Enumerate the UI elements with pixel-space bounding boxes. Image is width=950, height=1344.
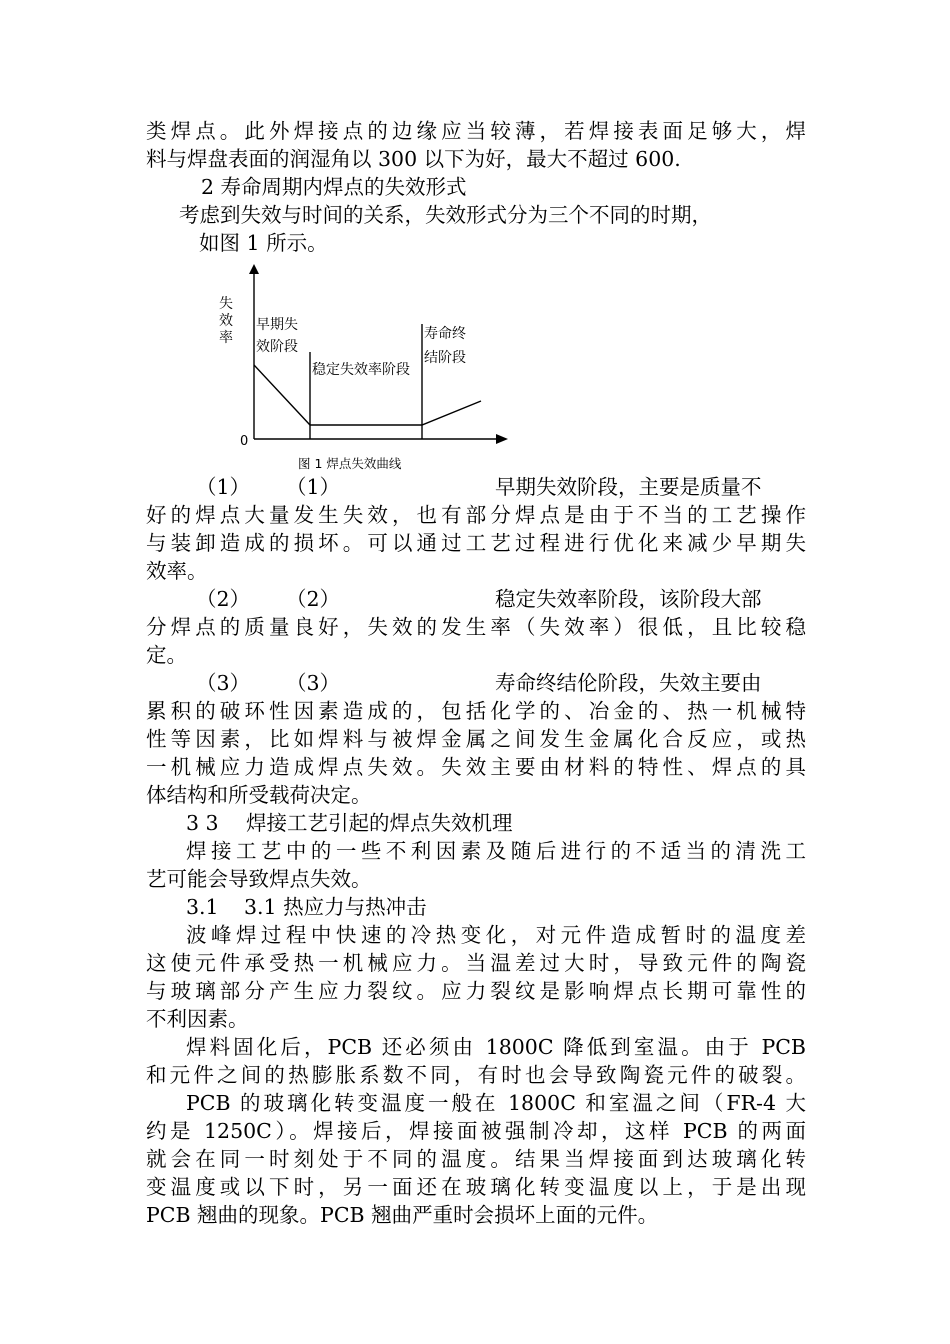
text-line: 定。 bbox=[146, 643, 187, 667]
text-line: 变温度或以下时，另一面还在玻璃化转变温度以上，于是出现 bbox=[146, 1175, 806, 1199]
list-number: （1） bbox=[286, 475, 341, 499]
text-line: 如图 1 所示。 bbox=[199, 231, 328, 255]
figure-failure-curve bbox=[200, 262, 520, 477]
stage3-label-a: 寿命终 bbox=[424, 326, 466, 342]
figure-caption: 图 1 焊点失效曲线 bbox=[298, 456, 402, 471]
stage3-label-b: 结阶段 bbox=[424, 350, 466, 366]
stage1-label-a: 早期失 bbox=[256, 317, 298, 333]
text-line: 稳定失效率阶段，该阶段大部 bbox=[495, 587, 762, 611]
text-line: 焊料固化后，PCB 还必须由 1800C 降低到室温。由于 PCB bbox=[186, 1035, 806, 1059]
text-line: 这使元件承受热一机械应力。当温差过大时，导致元件的陶瓷 bbox=[146, 951, 806, 975]
text-line: 不利因素。 bbox=[146, 1007, 249, 1031]
text-line: 好的焊点大量发生失效，也有部分焊点是由于不当的工艺操作 bbox=[146, 503, 806, 527]
list-number: （2） bbox=[196, 587, 251, 611]
section-number: 3 3 bbox=[186, 811, 219, 835]
text-line: 与玻璃部分产生应力裂纹。应力裂纹是影响焊点长期可靠性的 bbox=[146, 979, 806, 1003]
section-heading: 3.1 热应力与热冲击 bbox=[244, 895, 427, 919]
text-line: 与装卸造成的损坏。可以通过工艺过程进行优化来减少早期失 bbox=[146, 531, 806, 555]
text-line: 艺可能会导致焊点失效。 bbox=[146, 867, 372, 891]
x-axis-arrow bbox=[496, 434, 508, 444]
section-heading: 焊接工艺引起的焊点失效机理 bbox=[246, 811, 513, 835]
text-line: PCB 翘曲的现象。PCB 翘曲严重时会损坏上面的元件。 bbox=[146, 1203, 659, 1227]
text-line: 就会在同一时刻处于不同的温度。结果当焊接面到达玻璃化转 bbox=[146, 1147, 806, 1171]
text-line: 性等因素，比如焊料与被焊金属之间发生金属化合反应，或热 bbox=[146, 727, 806, 751]
text-line: 考虑到失效与时间的关系，失效形式分为三个不同的时期， bbox=[179, 203, 712, 227]
text-line: 累积的破环性因素造成的，包括化学的、冶金的、热一机械特 bbox=[146, 699, 806, 723]
text-line: 焊接工艺中的一些不利因素及随后进行的不适当的清洗工 bbox=[186, 839, 806, 863]
list-number: （3） bbox=[196, 671, 251, 695]
stage2-label: 稳定失效率阶段 bbox=[312, 362, 410, 378]
text-line: 寿命终结伦阶段，失效主要由 bbox=[495, 671, 762, 695]
text-line: 效率。 bbox=[146, 559, 208, 583]
y-axis-label: 失效率 bbox=[219, 296, 233, 346]
text-line: 料与焊盘表面的润湿角以 300 以下为好，最大不超过 600. bbox=[146, 147, 681, 171]
list-number: （1） bbox=[196, 475, 251, 499]
text-line: 类焊点。此外焊接点的边缘应当较薄，若焊接表面足够大，焊 bbox=[146, 119, 806, 143]
text-line: 一机械应力造成焊点失效。失效主要由材料的特性、焊点的具 bbox=[146, 755, 806, 779]
stage1-label-b: 效阶段 bbox=[256, 339, 298, 355]
text-line: 分焊点的质量良好，失效的发生率（失效率）很低，且比较稳 bbox=[146, 615, 806, 639]
list-number: （2） bbox=[286, 587, 341, 611]
origin-label: 0 bbox=[240, 434, 249, 449]
section-heading: 2 寿命周期内焊点的失效形式 bbox=[201, 175, 467, 199]
list-number: （3） bbox=[286, 671, 341, 695]
text-line: 早期失效阶段，主要是质量不 bbox=[495, 475, 762, 499]
text-line: PCB 的玻璃化转变温度一般在 1800C 和室温之间（FR-4 大 bbox=[186, 1091, 806, 1115]
text-line: 约是 1250C）。焊接后，焊接面被强制冷却，这样 PCB 的两面 bbox=[146, 1119, 806, 1143]
text-line: 和元件之间的热膨胀系数不同，有时也会导致陶瓷元件的破裂。 bbox=[146, 1063, 806, 1087]
text-line: 体结构和所受载荷决定。 bbox=[146, 783, 372, 807]
text-line: 波峰焊过程中快速的冷热变化，对元件造成暂时的温度差 bbox=[186, 923, 806, 947]
y-axis-arrow bbox=[249, 264, 259, 274]
section-number: 3.1 bbox=[186, 895, 219, 919]
